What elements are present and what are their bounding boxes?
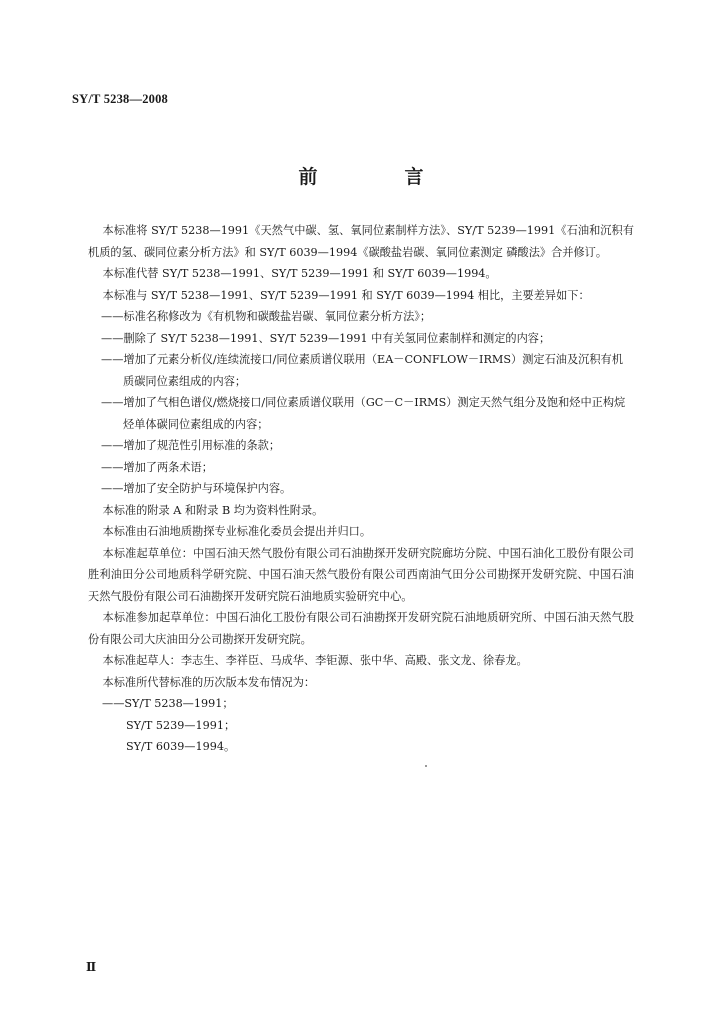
difference-item: ——标准名称修改为《有机物和碳酸盐岩碳、氧同位素分析方法》； [101, 310, 432, 323]
paragraph-drafters: 本标准起草人：李志生、李祥臣、马成华、李钜源、张中华、高殿、张文龙、徐春龙。 [102, 654, 528, 667]
difference-item: ——增加了规范性引用标准的条款； [101, 439, 281, 452]
history-item: SY/T 6039—1994。 [126, 740, 236, 753]
standard-code: SY/T 5238—2008 [72, 92, 168, 106]
difference-item: ——增加了元素分析仪/连续流接口/同位素质谱仪联用（EA－CONFLOW－IRMS）测定石油及沉积有机质碳同位素组成的内容； [101, 353, 623, 388]
difference-item: ——删除了 SY/T 5238—1991、SY/T 5239—1991 中有关氢同位素制样和测定的内容； [101, 331, 551, 345]
history-item: ——SY/T 5238—1991； [102, 697, 234, 710]
paragraph-appendix: 本标准的附录 A 和附录 B 均为资料性附录。 [102, 503, 324, 517]
paragraph-proposer: 本标准由石油地质勘探专业标准化委员会提出并归口。 [102, 525, 372, 538]
paragraph-drafting-units: 本标准起草单位：中国石油天然气股份有限公司石油勘探开发研究院廊坊分院、中国石油化工股份有限公司胜利油田分公司地质科学研究院、中国石油天然气股份有限公司西南油气田分公司勘探开发研究院、中国石油天然气股份有限公司石油勘探开发研究院石油地质实验研究中心。 [88, 546, 634, 603]
document-body [88, 220, 634, 758]
page-title: 前 言 [298, 166, 458, 188]
paragraph-merge-statement: 本标准将 SY/T 5238—1991《天然气中碳、氢、氧同位素制样方法》、SY/T 5239—1991《石油和沉积有机质的氢、碳同位素分析方法》和 SY/T 6039—1994《碳酸盐岩碳、氧同位素测定 磷酸法》合并修订。 [88, 224, 634, 259]
history-item: SY/T 5239—1991； [126, 718, 236, 732]
paragraph-replaces: 本标准代替 SY/T 5238—1991、SY/T 5239—1991 和 SY/T 6039—1994。 [102, 267, 497, 280]
difference-item: ——增加了安全防护与环境保护内容。 [101, 482, 292, 495]
paragraph-participating-units: 本标准参加起草单位：中国石油化工股份有限公司石油勘探开发研究院石油地质研究所、中国石油天然气股份有限公司大庆油田分公司勘探开发研究院。 [88, 611, 634, 646]
difference-item: ——增加了气相色谱仪/燃烧接口/同位素质谱仪联用（GC－C－IRMS）测定天然气组分及饱和烃中正构烷烃单体碳同位素组成的内容； [101, 396, 626, 431]
page-number: Ⅱ [86, 960, 97, 974]
scan-speck [425, 765, 427, 767]
paragraph-history-intro: 本标准所代替标准的历次版本发布情况为： [102, 675, 316, 689]
paragraph-differences-intro: 本标准与 SY/T 5238—1991、SY/T 5239—1991 和 SY/T 6039—1994 相比，主要差异如下： [102, 288, 590, 302]
difference-item: ——增加了两条术语； [101, 460, 213, 474]
